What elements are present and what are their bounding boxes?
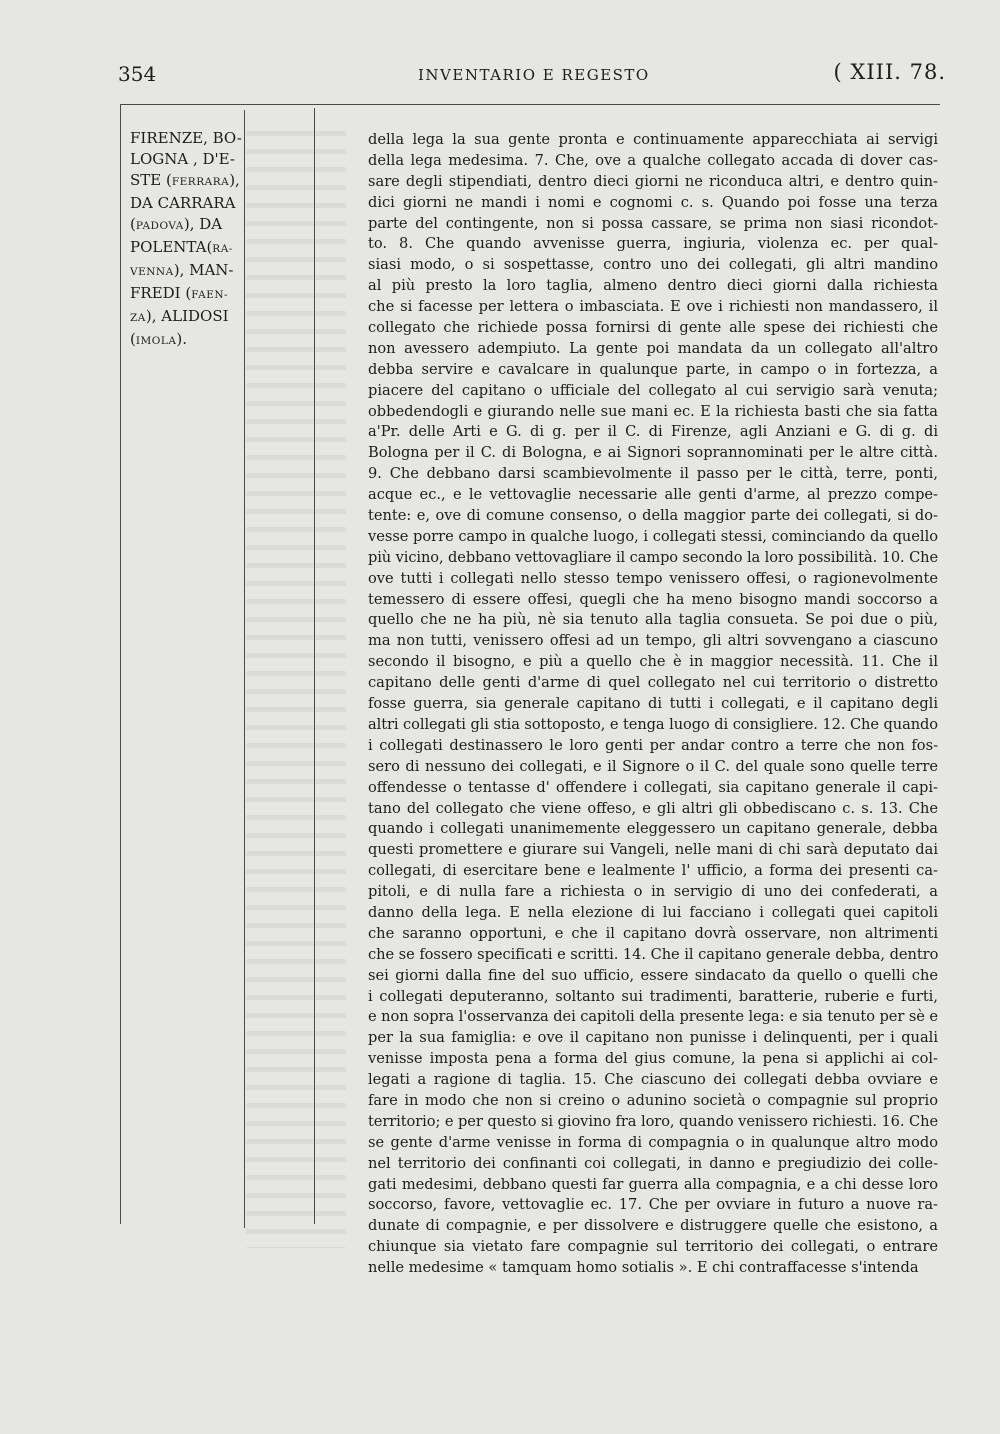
margin-note-segment: FIRENZE, BO- xyxy=(130,129,242,147)
margin-note-line xyxy=(130,149,260,170)
body-line: pitoli, e di nulla fare a richiesta o in servigio di uno dei confederati, a xyxy=(368,883,938,901)
top-rule xyxy=(120,104,940,105)
margin-note-line xyxy=(130,170,260,193)
body-line: quando i collegati unanimemente eleggessero un capitano generale, debba xyxy=(368,820,938,838)
margin-note-parties xyxy=(130,128,260,352)
body-line: a'Pr. delle Arti e G. di g. per il C. di Firenze, agli Anziani e G. di g. di xyxy=(368,423,938,441)
margin-note-segment: FREDI ( xyxy=(130,284,192,302)
margin-note-line xyxy=(130,214,260,237)
body-line: to. 8. Che quando avvenisse guerra, ingiuria, violenza ec. per qual- xyxy=(368,235,938,253)
body-line: legati a ragione di taglia. 15. Che ciascuno dei collegati debba ovviare e xyxy=(368,1071,939,1089)
body-line: temessero di essere offesi, quegli che ha meno bisogno mandi soccorso a xyxy=(368,590,938,608)
body-line: e non sopra l'osservanza dei capitoli della presente lega: e sia tenuto per sè e xyxy=(368,1008,938,1026)
running-head xyxy=(118,58,946,92)
body-line: nel territorio dei confinanti coi collegati, in danno e pregiudizio dei colle- xyxy=(368,1154,938,1172)
margin-note-line xyxy=(130,237,260,260)
margin-note-segment: STE ( xyxy=(130,171,172,189)
margin-note-line xyxy=(130,128,260,149)
body-line: della lega medesima. 7. Che, ove a qualche collegato accada di dover cas- xyxy=(368,151,938,169)
show-through-texture xyxy=(246,118,346,1248)
margin-note-segment: ( xyxy=(130,215,136,233)
margin-note-segment: POLENTA( xyxy=(130,238,213,256)
body-line: ove tutti i collegati nello stesso tempo venissero offesi, o ragionevolmente xyxy=(368,569,938,587)
margin-note-segment: ( xyxy=(130,330,136,348)
body-line: dunate di compagnie, e per dissolvere e distruggere quelle che esistono, a xyxy=(368,1217,938,1235)
body-line: che saranno opportuni, e che il capitano dovrà osservare, non altrimenti xyxy=(368,924,938,942)
body-line: parte del contingente, non si possa cassare, se prima non siasi ricondot- xyxy=(368,214,939,232)
body-line: vesse porre campo in qualche luogo, i collegati stessi, cominciando da quello xyxy=(368,527,939,545)
body-line: territorio; e per questo si giovino fra loro, quando venissero richiesti. 16. Che xyxy=(368,1112,939,1130)
margin-note-segment: LOGNA , D'E- xyxy=(130,150,235,168)
body-line: 9. Che debbano darsi scambievolmente il passo per le città, terre, ponti, xyxy=(368,465,938,483)
body-line: i collegati destinassero le loro genti per andar contro a terre che non fos- xyxy=(368,736,938,754)
body-line: quello che ne ha più, nè sia tenuto alla taglia consueta. Se poi due o più, xyxy=(368,611,938,629)
body-line: offendesse o tentasse d' offendere i collegati, sia capitano generale il capi- xyxy=(368,778,938,796)
margin-note-line xyxy=(130,306,260,329)
margin-note-segment: RA- xyxy=(212,243,233,255)
section-reference: ( XIII. 78. xyxy=(833,60,946,84)
body-line: che si facesse per lettera o imbasciata. E ove i richiesti non mandassero, il xyxy=(368,298,938,316)
margin-note-line xyxy=(130,283,260,306)
margin-note-line xyxy=(130,329,260,352)
margin-note-segment: ), MAN- xyxy=(173,261,234,279)
body-line: fare in modo che non si creino o adunino società o compagnie sul proprio xyxy=(368,1091,938,1109)
body-line: debba servire e cavalcare in qualunque parte, in campo o in fortezza, a xyxy=(368,360,938,378)
body-line: della lega la sua gente pronta e continuamente apparecchiata ai servigi xyxy=(368,131,938,148)
body-line: Bologna per il C. di Bologna, e ai Signori soprannominati per le altre città. xyxy=(368,444,938,462)
body-line: venisse imposta pena a forma del gius comune, la pena si applichi ai col- xyxy=(368,1050,938,1068)
margin-note-segment: FAEN- xyxy=(191,289,229,301)
body-line: più vicino, debbano vettovagliare il campo secondo la loro possibilità. 10. Che xyxy=(368,548,939,566)
body-line: siasi modo, o si sospettasse, contro uno dei collegati, gli altri mandino xyxy=(368,256,938,274)
margin-note-segment: VENNA xyxy=(130,266,174,278)
body-line: al più presto la loro taglia, almeno dentro dieci giorni dalla richiesta xyxy=(368,277,938,295)
body-line: che se fossero specificati e scritti. 14. Che il capitano generale debba, dentro xyxy=(368,945,939,963)
page-number: 354 xyxy=(118,62,157,86)
margin-note-segment: IMOLA xyxy=(135,335,177,347)
body-line: nelle medesime « tamquam homo sotialis ». E chi contraffacesse s'intenda xyxy=(368,1259,919,1277)
margin-note-segment: ), ALIDOSI xyxy=(145,307,229,325)
margin-note-segment: PADOVA xyxy=(135,220,184,232)
margin-note-segment: ), DA xyxy=(183,215,223,233)
body-line: secondo il bisogno, e più a quello che è in maggior necessità. 11. Che il xyxy=(368,653,938,671)
body-line: soccorso, favore, vettovaglie ec. 17. Che per ovviare in futuro a nuove ra- xyxy=(368,1196,938,1214)
margin-note-segment: FERRARA xyxy=(171,176,230,188)
body-line: non avessero adempiuto. La gente poi mandata da un collegato all'altro xyxy=(368,339,938,357)
body-text xyxy=(368,130,938,1279)
body-line: questi promettere e giurare sui Vangeli, nelle mani di chi sarà deputato dai xyxy=(368,841,938,859)
body-line: altri collegati gli stia sottoposto, e tenga luogo di consigliere. 12. Che quando xyxy=(368,715,939,733)
body-line: obbedendogli e giurando nelle sue mani ec. E la richiesta basti che sia fatta xyxy=(368,402,938,420)
running-title: INVENTARIO E REGESTO xyxy=(418,66,650,84)
body-line: dici giorni ne mandi i nomi e cognomi c. s. Quando poi fosse una terza xyxy=(368,193,938,211)
body-line: danno della lega. E nella elezione di lui facciano i collegati quei capitoli xyxy=(368,903,938,921)
body-line: tente: e, ove di comune consenso, o della maggior parte dei collegati, si do- xyxy=(368,507,938,525)
body-line: sei giorni dalla fine del suo ufficio, essere sindacato da quello o quelli che xyxy=(368,966,938,984)
margin-note-segment: DA CARRARA xyxy=(130,194,236,212)
body-line: capitano delle genti d'arme di quel collegato nel cui territorio o distretto xyxy=(368,674,938,692)
body-line: per la sua famiglia: e ove il capitano non punisse i delinquenti, per i quali xyxy=(368,1029,938,1047)
margin-note-segment: ZA xyxy=(130,312,146,324)
margin-note-segment: ), xyxy=(229,171,240,189)
body-line: ma non tutti, venissero offesi ad un tempo, gli altri sovvengano a ciascuno xyxy=(368,632,938,650)
body-line: collegato che richiede possa fornirsi di gente alle spese dei richiesti che xyxy=(368,319,938,337)
margin-note-segment: ). xyxy=(176,330,188,348)
body-line: chiunque sia vietato fare compagnie sul territorio dei collegati, o entrare xyxy=(368,1238,938,1256)
body-line: sare degli stipendiati, dentro dieci giorni ne riconduca altri, e dentro quin- xyxy=(368,172,938,190)
body-line: collegati, di esercitare bene e lealmente l' ufficio, a forma dei presenti ca- xyxy=(368,862,938,880)
margin-note-line xyxy=(130,193,260,214)
column-rule-left xyxy=(120,104,121,1224)
body-line: gati medesimi, debbano questi far guerra alla compagnia, e a chi desse loro xyxy=(368,1175,939,1193)
margin-note-line xyxy=(130,260,260,283)
body-line: se gente d'arme venisse in forma di compagnia o in qualunque altro modo xyxy=(368,1133,938,1151)
body-line: acque ec., e le vettovaglie necessarie alle genti d'arme, al prezzo compe- xyxy=(368,486,938,504)
body-line: tano del collegato che viene offeso, e gli altri gli obbediscano c. s. 13. Che xyxy=(368,799,938,817)
body-line: i collegati deputeranno, soltanto sui tradimenti, baratterie, ruberie e furti, xyxy=(368,987,938,1005)
body-line: piacere del capitano o ufficiale del collegato al cui servigio sarà venuta; xyxy=(368,381,938,399)
body-line: sero di nessuno dei collegati, e il Signore o il C. del quale sono quelle terre xyxy=(368,757,938,775)
body-line: fosse guerra, sia generale capitano di tutti i collegati, e il capitano degli xyxy=(368,695,938,713)
